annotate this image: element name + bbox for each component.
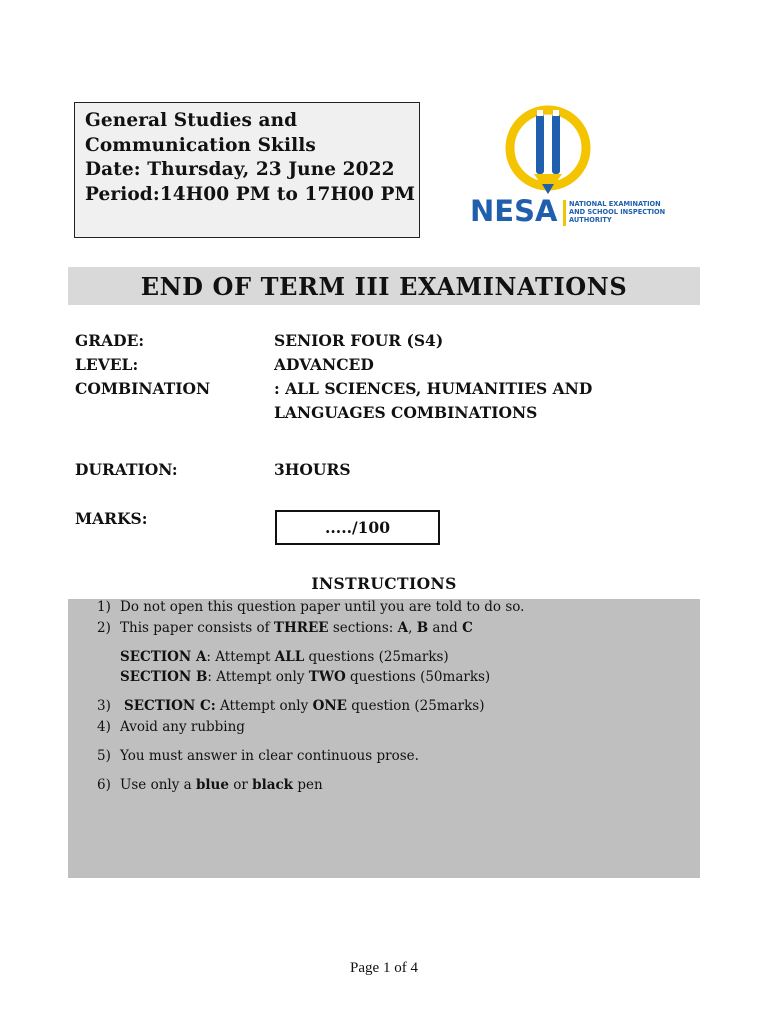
instruction-2-section-a: A	[397, 620, 409, 636]
instructions-panel	[68, 599, 700, 878]
instruction-2-section-b: B	[416, 620, 429, 636]
instruction-3-number: 3)	[97, 698, 111, 714]
exam-date: Date: Thursday, 23 June 2022	[85, 159, 395, 180]
duration-label: DURATION:	[75, 460, 178, 479]
nesa-logo-wordmark: NESA	[470, 194, 558, 228]
instruction-2-number: 2)	[97, 620, 111, 636]
combination-value-line2: LANGUAGES COMBINATIONS	[274, 403, 538, 422]
instruction-6	[120, 776, 323, 794]
section-c-text-b: question (25marks)	[346, 698, 485, 714]
section-a-label: SECTION A	[120, 649, 207, 665]
instruction-5-number: 5)	[97, 748, 111, 764]
section-a-text-a: : Attempt	[206, 649, 275, 665]
instruction-1: Do not open this question paper until you are told to do so.	[120, 599, 525, 615]
instruction-5: You must answer in clear continuous prose.	[120, 748, 419, 764]
instruction-4: Avoid any rubbing	[120, 719, 245, 735]
instruction-2-section-c: C	[462, 620, 473, 636]
section-b-two: TWO	[308, 669, 346, 685]
instruction-1-number: 1)	[97, 599, 111, 615]
nesa-logo-subtitle-line3: AUTHORITY	[569, 216, 612, 225]
instruction-6-text-a: Use only a	[120, 777, 196, 793]
instruction-6-number: 6)	[97, 777, 111, 793]
section-a-instruction	[120, 648, 449, 666]
instruction-6-text-b: pen	[293, 777, 323, 793]
combination-value-line1: : ALL SCIENCES, HUMANITIES AND	[274, 379, 593, 398]
subject-line-2: Communication Skills	[85, 134, 316, 156]
duration-value: 3HOURS	[274, 460, 351, 479]
section-a-text-b: questions (25marks)	[304, 649, 449, 665]
exam-title-banner	[68, 267, 700, 305]
marks-value: ...../100	[325, 518, 390, 537]
level-value: ADVANCED	[274, 355, 374, 374]
exam-period: Period:14H00 PM to 17H00 PM	[85, 183, 416, 205]
section-b-instruction	[120, 668, 490, 686]
exam-header-box	[74, 102, 420, 238]
instruction-2-text-b: sections:	[328, 620, 398, 636]
nesa-logo-bar	[563, 200, 566, 226]
section-a-all: ALL	[274, 649, 305, 665]
marks-label: MARKS:	[75, 509, 148, 528]
instruction-2-and: and	[428, 620, 463, 636]
instruction-2-comma: ,	[408, 620, 417, 636]
nesa-logo-subtitle	[569, 200, 665, 225]
instruction-2	[120, 619, 473, 637]
section-c-text-a: Attempt only	[215, 698, 313, 714]
nesa-logo	[468, 104, 678, 234]
instructions-title: INSTRUCTIONS	[311, 574, 457, 593]
combination-label: COMBINATION	[75, 379, 211, 398]
section-b-text-a: : Attempt only	[207, 669, 309, 685]
instruction-2-three: THREE	[273, 620, 329, 636]
section-b-label: SECTION B	[120, 669, 208, 685]
instruction-6-or: or	[228, 777, 253, 793]
instruction-6-blue: blue	[195, 777, 229, 793]
section-c-label: SECTION C:	[124, 698, 216, 714]
section-b-text-b: questions (50marks)	[345, 669, 491, 685]
nesa-logo-subtitle-line2: AND SCHOOL INSPECTION	[569, 208, 666, 217]
exam-title: END OF TERM III EXAMINATIONS	[140, 271, 628, 301]
instruction-6-black: black	[252, 777, 294, 793]
section-c-one: ONE	[312, 698, 347, 714]
instruction-4-number: 4)	[97, 719, 111, 735]
level-label: LEVEL:	[75, 355, 139, 374]
instruction-3	[124, 697, 484, 715]
marks-box	[275, 510, 440, 545]
grade-value: SENIOR FOUR (S4)	[274, 331, 444, 350]
grade-label: GRADE:	[75, 331, 145, 350]
instruction-2-text-a: This paper consists of	[120, 620, 274, 636]
nesa-logo-subtitle-line1: NATIONAL EXAMINATION	[569, 200, 661, 208]
subject-line-1: General Studies and	[85, 110, 298, 131]
page-number: Page 1 of 4	[350, 960, 418, 976]
